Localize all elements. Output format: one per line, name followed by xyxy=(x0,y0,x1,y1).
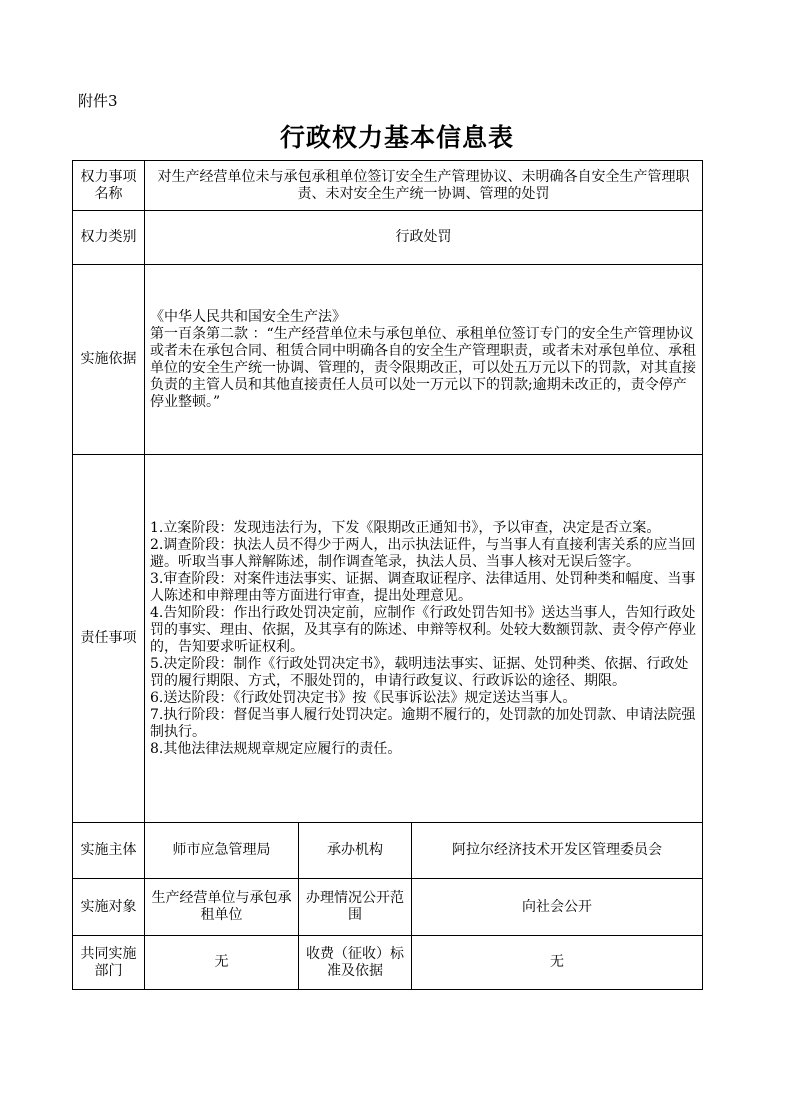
row-power-name xyxy=(73,161,703,211)
fee-value: 无 xyxy=(412,936,703,990)
responsibility-label: 责任事项 xyxy=(73,455,145,823)
responsibility-item: 1.立案阶段：发现违法行为，下发《限期改正通知书》，予以审查，决定是否立案。 xyxy=(150,519,661,536)
info-table xyxy=(72,160,703,990)
responsibility-item: 5.决定阶段：制作《行政处罚决定书》，载明违法事实、证据、处罚种类、依据、行政处罚的履行期限、方式，不服处罚的，申请行政复议、行政诉讼的途径、期限。 xyxy=(150,655,689,689)
basis-law-title: 《中华人民共和国安全生产法》 xyxy=(150,308,346,325)
target-label: 实施对象 xyxy=(73,879,145,936)
basis-text xyxy=(145,265,703,455)
row-basis xyxy=(73,265,703,455)
responsibility-item: 3.审查阶段：对案件违法事实、证据、调查取证程序、法律适用、处罚种类和幅度、当事人陈述和申辩理由等方面进行审查，提出处理意见。 xyxy=(150,570,696,604)
joint-value: 无 xyxy=(145,936,299,990)
target-value: 生产经营单位与承包承租单位 xyxy=(145,879,299,936)
row-power-type xyxy=(73,211,703,265)
responsibility-item: 4.告知阶段：作出行政处罚决定前，应制作《行政处罚告知书》送达当事人，告知行政处罚的事实、理由、依据，及其享有的陈述、申辩等权利。处较大数额罚款、责令停产停业的，告知要求听证权利。 xyxy=(150,604,696,655)
disclosure-value: 向社会公开 xyxy=(412,879,703,936)
subject-value: 师市应急管理局 xyxy=(145,823,299,879)
disclosure-label: 办理情况公开范围 xyxy=(299,879,412,936)
row-subject xyxy=(73,823,703,879)
responsibility-item: 2.调查阶段：执法人员不得少于两人，出示执法证件，与当事人有直接利害关系的应当回避。听取当事人辩解陈述，制作调查笔录，执法人员、当事人核对无误后签字。 xyxy=(150,536,696,570)
responsibility-item: 8.其他法律法规规章规定应履行的责任。 xyxy=(150,740,402,757)
row-target xyxy=(73,879,703,936)
row-joint xyxy=(73,936,703,990)
power-name-value: 对生产经营单位未与承包承租单位签订安全生产管理协议、未明确各自安全生产管理职责、未对安全生产统一协调、管理的处罚 xyxy=(145,161,703,211)
responsibility-text xyxy=(145,455,703,823)
fee-label: 收费（征收）标准及依据 xyxy=(299,936,412,990)
org-label: 承办机构 xyxy=(299,823,412,879)
power-type-label: 权力类别 xyxy=(73,211,145,265)
responsibility-item: 7.执行阶段：督促当事人履行处罚决定。逾期不履行的，处罚款的加处罚款、申请法院强制执行。 xyxy=(150,706,696,740)
row-responsibility xyxy=(73,455,703,823)
basis-label: 实施依据 xyxy=(73,265,145,455)
basis-law-article: 第一百条第二款 ：“生产经营单位未与承包单位、承租单位签订专门的安全生产管理协议或者未在承包合同、租赁合同中明确各自的安全生产管理职责，或者未对承包单位、承租单位的安全生产统一协调、管理的，责令限期改正，可以处五万元以下的罚款，对其直接负责的主管人员和其他直接责任人员可以处一万元以下的罚款;逾期未改正的，责令停产停业整顿。” xyxy=(150,325,696,410)
joint-label: 共同实施部门 xyxy=(73,936,145,990)
org-value: 阿拉尔经济技术开发区管理委员会 xyxy=(412,823,703,879)
subject-label: 实施主体 xyxy=(73,823,145,879)
responsibility-item: 6.送达阶段：《行政处罚决定书》按《民事诉讼法》规定送达当事人。 xyxy=(150,689,577,706)
power-name-label: 权力事项名称 xyxy=(73,161,145,211)
attachment-label: 附件3 xyxy=(78,92,118,110)
page-title: 行政权力基本信息表 xyxy=(279,123,514,152)
power-type-value: 行政处罚 xyxy=(145,211,703,265)
